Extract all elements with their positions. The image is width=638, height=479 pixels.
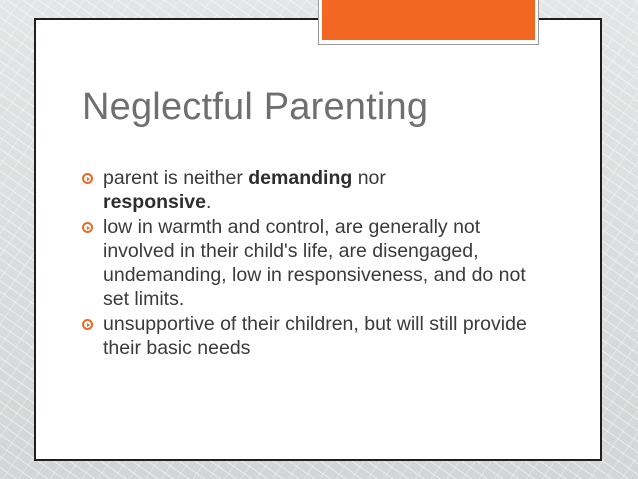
circle-chevron-right-icon: [82, 173, 93, 184]
bullet-item: [82, 215, 542, 311]
bullet-text-emphasis: responsive: [103, 191, 206, 213]
bullet-item: [82, 312, 542, 360]
slide-title: Neglectful Parenting: [82, 86, 429, 128]
circle-chevron-right-icon: [82, 319, 93, 330]
bullet-text-emphasis: demanding: [248, 167, 353, 189]
accent-block: [322, 0, 535, 40]
circle-chevron-right-icon: [82, 222, 93, 233]
bullet-list: [82, 166, 542, 361]
bullet-text: low in warmth and control, are generally not involved in their child's life, are disengaged, undemanding, low in responsiveness, and do not set limits.: [103, 216, 526, 310]
bullet-text: unsupportive of their children, but will still provide their basic needs: [103, 313, 527, 359]
bullet-text-segment: nor: [352, 167, 386, 189]
bullet-text-segment: .: [205, 191, 212, 213]
bullet-text-segment: parent is neither: [103, 167, 249, 189]
bullet-item: [82, 166, 542, 214]
